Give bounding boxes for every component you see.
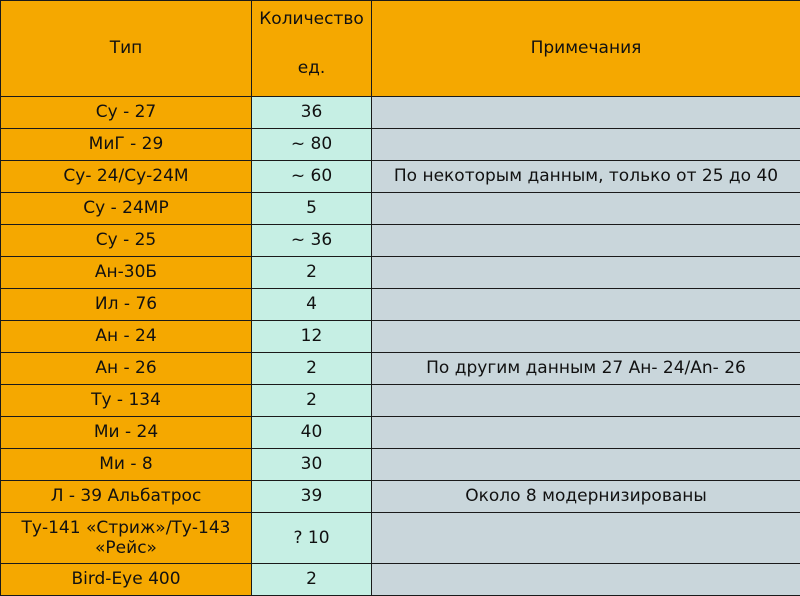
note-cell: Около 8 модернизированы: [372, 481, 800, 513]
table-row: [1, 481, 800, 513]
count-cell: 2: [252, 385, 372, 417]
header-row: [1, 1, 800, 97]
type-cell: Bird-Eye 400: [1, 564, 252, 596]
count-cell: ~ 80: [252, 129, 372, 161]
table-row: [1, 417, 800, 449]
table-row: [1, 193, 800, 225]
note-cell: [372, 564, 800, 596]
count-cell: ~ 60: [252, 161, 372, 193]
table-row: [1, 385, 800, 417]
table-row: [1, 129, 800, 161]
type-cell: Ту - 134: [1, 385, 252, 417]
header-notes: Примечания: [372, 1, 800, 97]
type-cell: Ан-30Б: [1, 257, 252, 289]
count-cell: 5: [252, 193, 372, 225]
note-cell: [372, 513, 800, 564]
count-cell: 2: [252, 353, 372, 385]
header-quantity: [252, 1, 372, 97]
type-cell: Ан - 24: [1, 321, 252, 353]
type-cell: Ту-141 «Стриж»/Ту-143 «Рейс»: [1, 513, 252, 564]
table-row: [1, 449, 800, 481]
note-cell: По другим данным 27 Ан- 24/An- 26: [372, 353, 800, 385]
table-row: [1, 353, 800, 385]
count-cell: ? 10: [252, 513, 372, 564]
table-row: [1, 289, 800, 321]
type-cell: МиГ - 29: [1, 129, 252, 161]
type-cell: Ил - 76: [1, 289, 252, 321]
type-cell: Су - 24МР: [1, 193, 252, 225]
header-quantity-line2: ед.: [256, 60, 367, 77]
note-cell: [372, 129, 800, 161]
type-cell: Ми - 24: [1, 417, 252, 449]
table-row: [1, 564, 800, 596]
note-cell: [372, 289, 800, 321]
type-cell: Су - 25: [1, 225, 252, 257]
table-row: [1, 161, 800, 193]
count-cell: ~ 36: [252, 225, 372, 257]
note-cell: [372, 321, 800, 353]
type-cell: Ан - 26: [1, 353, 252, 385]
note-cell: По некоторым данным, только от 25 до 40: [372, 161, 800, 193]
count-cell: 2: [252, 257, 372, 289]
type-cell: Су - 27: [1, 97, 252, 129]
note-cell: [372, 417, 800, 449]
note-cell: [372, 257, 800, 289]
count-cell: 36: [252, 97, 372, 129]
table-row: [1, 321, 800, 353]
count-cell: 30: [252, 449, 372, 481]
count-cell: 40: [252, 417, 372, 449]
note-cell: [372, 97, 800, 129]
note-cell: [372, 449, 800, 481]
count-cell: 4: [252, 289, 372, 321]
note-cell: [372, 385, 800, 417]
type-cell: Л - 39 Альбатрос: [1, 481, 252, 513]
count-cell: 12: [252, 321, 372, 353]
header-quantity-line1: Количество: [256, 11, 367, 28]
note-cell: [372, 225, 800, 257]
table-row: [1, 257, 800, 289]
type-cell: Су- 24/Су-24М: [1, 161, 252, 193]
table-row: [1, 97, 800, 129]
count-cell: 2: [252, 564, 372, 596]
type-cell: Ми - 8: [1, 449, 252, 481]
table-row: [1, 225, 800, 257]
count-cell: 39: [252, 481, 372, 513]
note-cell: [372, 193, 800, 225]
header-type: Тип: [1, 1, 252, 97]
table-row: [1, 513, 800, 564]
